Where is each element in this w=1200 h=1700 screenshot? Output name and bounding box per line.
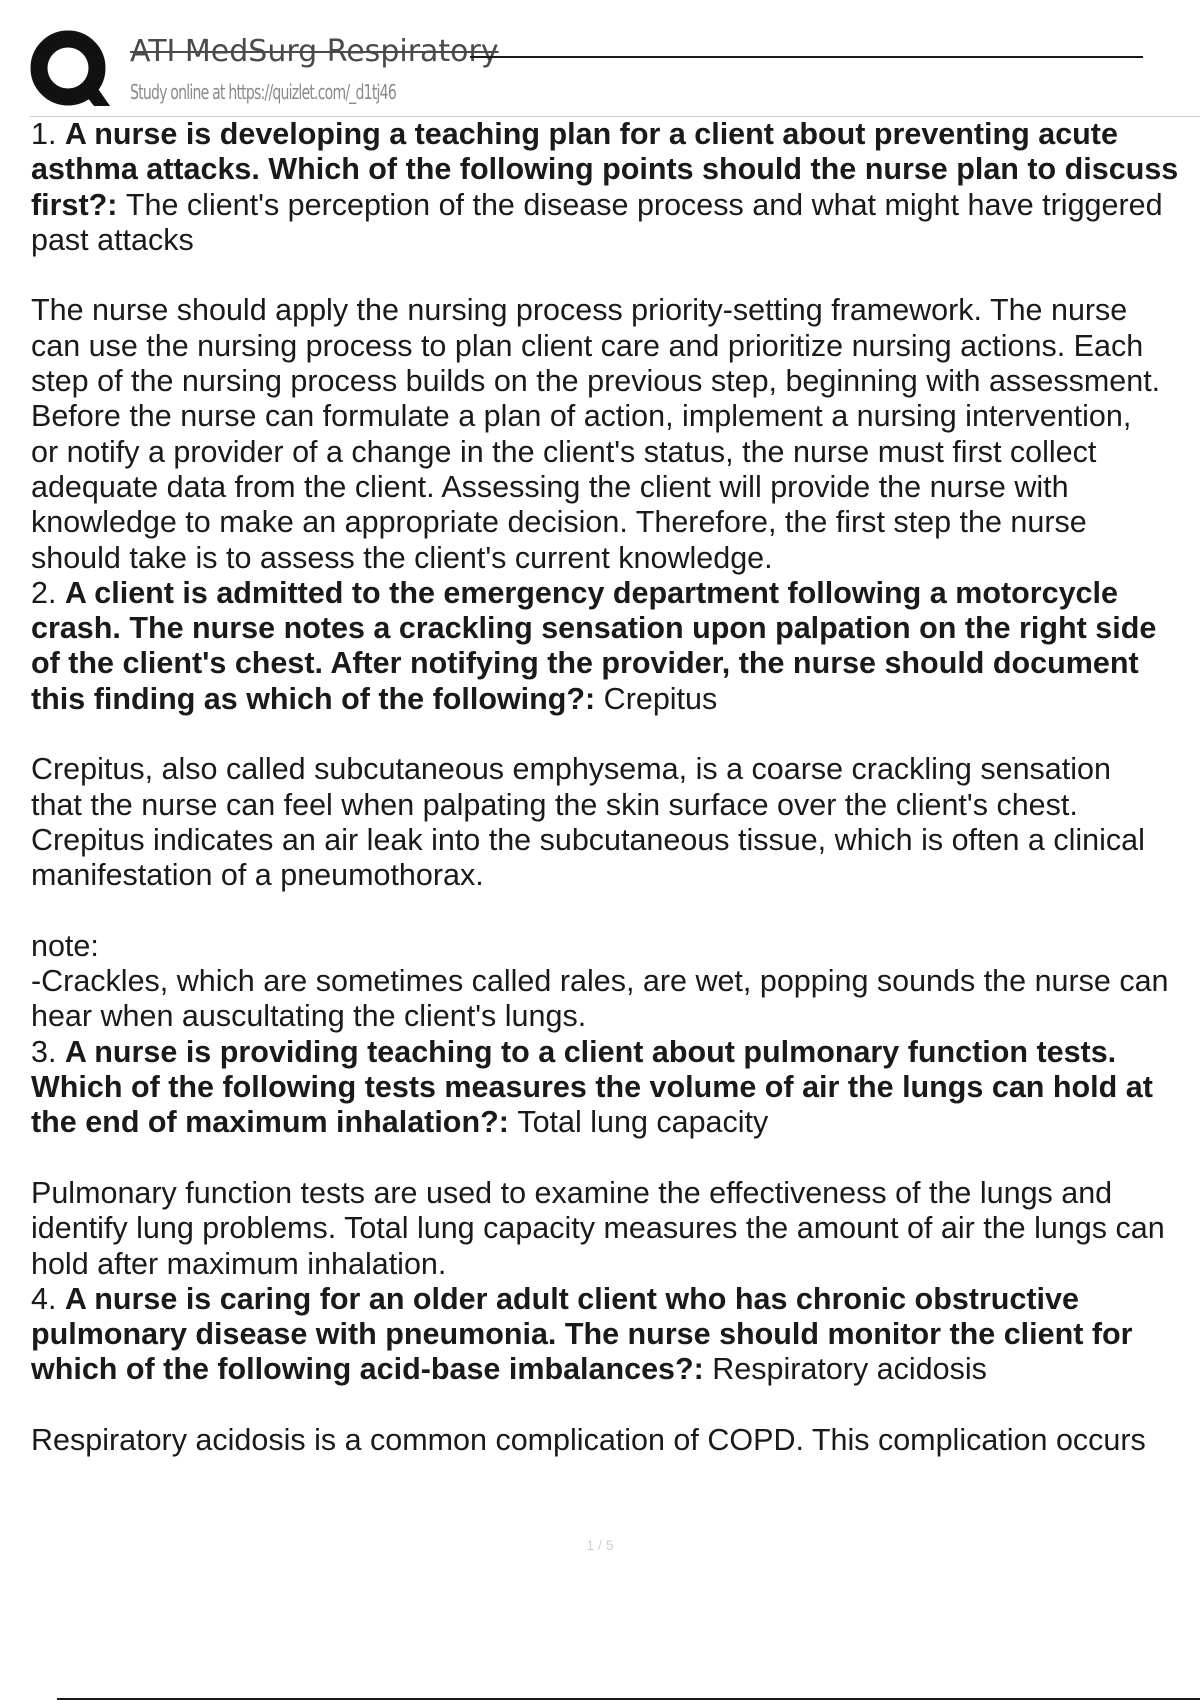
q2-question-4: this finding as which of the following?: [31,681,604,716]
q3-question-3: the end of maximum inhalation?: [31,1105,518,1140]
q3-question-1: A nurse is providing teaching to a client about pulmonary function tests. [64,1034,1117,1069]
flashcard-content [31,117,1196,1458]
spacer [31,717,1196,752]
q2-note-1: -Crackles, which are sometimes called rales, are wet, popping sounds the nurse can [31,964,1169,999]
q1-answer-2: past attacks [31,222,194,257]
q1-line-3 [31,188,1196,223]
q3-number: 3. [31,1034,65,1069]
q4-question-1: A nurse is caring for an older adult client who has chronic obstructive [64,1281,1079,1316]
q2-explanation-4: manifestation of a pneumothorax. [31,858,484,893]
q2-explanation-2: that the nurse can feel when palpating the skin surface over the client's chest. [31,787,1078,822]
q1-explanation-3: step of the nursing process builds on the previous step, beginning with assessment. [31,364,1161,399]
q1-line-1 [31,117,1196,152]
q1-explanation-5: or notify a provider of a change in the client's status, the nurse must first collect [31,434,1097,469]
q4-number: 4. [31,1281,65,1316]
q2-answer: Crepitus [603,681,718,716]
q4-question-2: pulmonary disease with pneumonia. The nurse should monitor the client for [31,1317,1133,1352]
q2-explanation-1: Crepitus, also called subcutaneous emphysema, is a coarse crackling sensation [31,752,1111,787]
quizlet-logo-icon [30,30,112,112]
q3-answer: Total lung capacity [517,1105,769,1140]
q1-question-3: first?: [31,187,126,222]
q3-question-2: Which of the following tests measures the volume of air the lungs can hold at [31,1070,1153,1105]
q3-line-3 [31,1105,1196,1140]
spacer [31,258,1196,293]
q2-question-3: of the client's chest. After notifying the provider, the nurse should document [31,646,1139,681]
q4-line-3 [31,1352,1196,1387]
q1-answer-1: The client's perception of the disease process and what might have triggered [125,187,1163,222]
spacer [31,1141,1196,1176]
q1-question-1: A nurse is developing a teaching plan for a client about preventing acute [64,117,1118,151]
q3-explanation-2: identify lung problems. Total lung capacity measures the amount of air the lungs can [31,1211,1165,1246]
q1-question-2: asthma attacks. Which of the following points should the nurse plan to discuss [31,152,1179,187]
document-title: ATI MedSurg Respiratory [130,34,499,69]
q1-explanation-4: Before the nurse can formulate a plan of action, implement a nursing intervention, [31,399,1132,434]
q1-explanation-1: The nurse should apply the nursing process priority-setting framework. The nurse [31,293,1128,328]
q1-explanation-6: adequate data from the client. Assessing the client will provide the nurse with [31,469,1069,504]
page-number: 1 / 5 [586,1537,614,1553]
q2-question-2: crash. The nurse notes a crackling sensation upon palpation on the right side [31,611,1157,646]
q2-line-1 [31,576,1196,611]
q3-line-1 [31,1035,1196,1070]
q1-explanation-8: should take is to assess the client's current knowledge. [31,540,773,575]
q2-explanation-3: Crepitus indicates an air leak into the subcutaneous tissue, which is often a clinical [31,822,1145,857]
q2-number: 2. [31,575,65,610]
q4-explanation-1: Respiratory acidosis is a common complication of COPD. This complication occurs [31,1422,1146,1457]
q4-answer: Respiratory acidosis [712,1352,987,1387]
q2-question-1: A client is admitted to the emergency department following a motorcycle [64,575,1118,610]
study-online-link[interactable]: Study online at https://quizlet.com/_d1tj46 [130,80,396,104]
q3-explanation-1: Pulmonary function tests are used to examine the effectiveness of the lungs and [31,1175,1113,1210]
q4-question-3: which of the following acid-base imbalances?: [31,1352,713,1387]
q1-explanation-2: can use the nursing process to plan client care and prioritize nursing actions. Each [31,328,1144,363]
spacer [31,1388,1196,1423]
q2-line-4 [31,682,1196,717]
q1-explanation-7: knowledge to make an appropriate decision. Therefore, the first step the nurse [31,505,1087,540]
q2-note-2: hear when auscultating the client's lungs. [31,999,587,1034]
q4-line-1 [31,1282,1196,1317]
title-rule [470,56,1143,58]
q3-explanation-3: hold after maximum inhalation. [31,1246,447,1281]
page-header [0,0,1200,120]
q2-note-label: note: [31,928,99,963]
q1-number: 1. [31,117,65,151]
spacer [31,894,1196,929]
